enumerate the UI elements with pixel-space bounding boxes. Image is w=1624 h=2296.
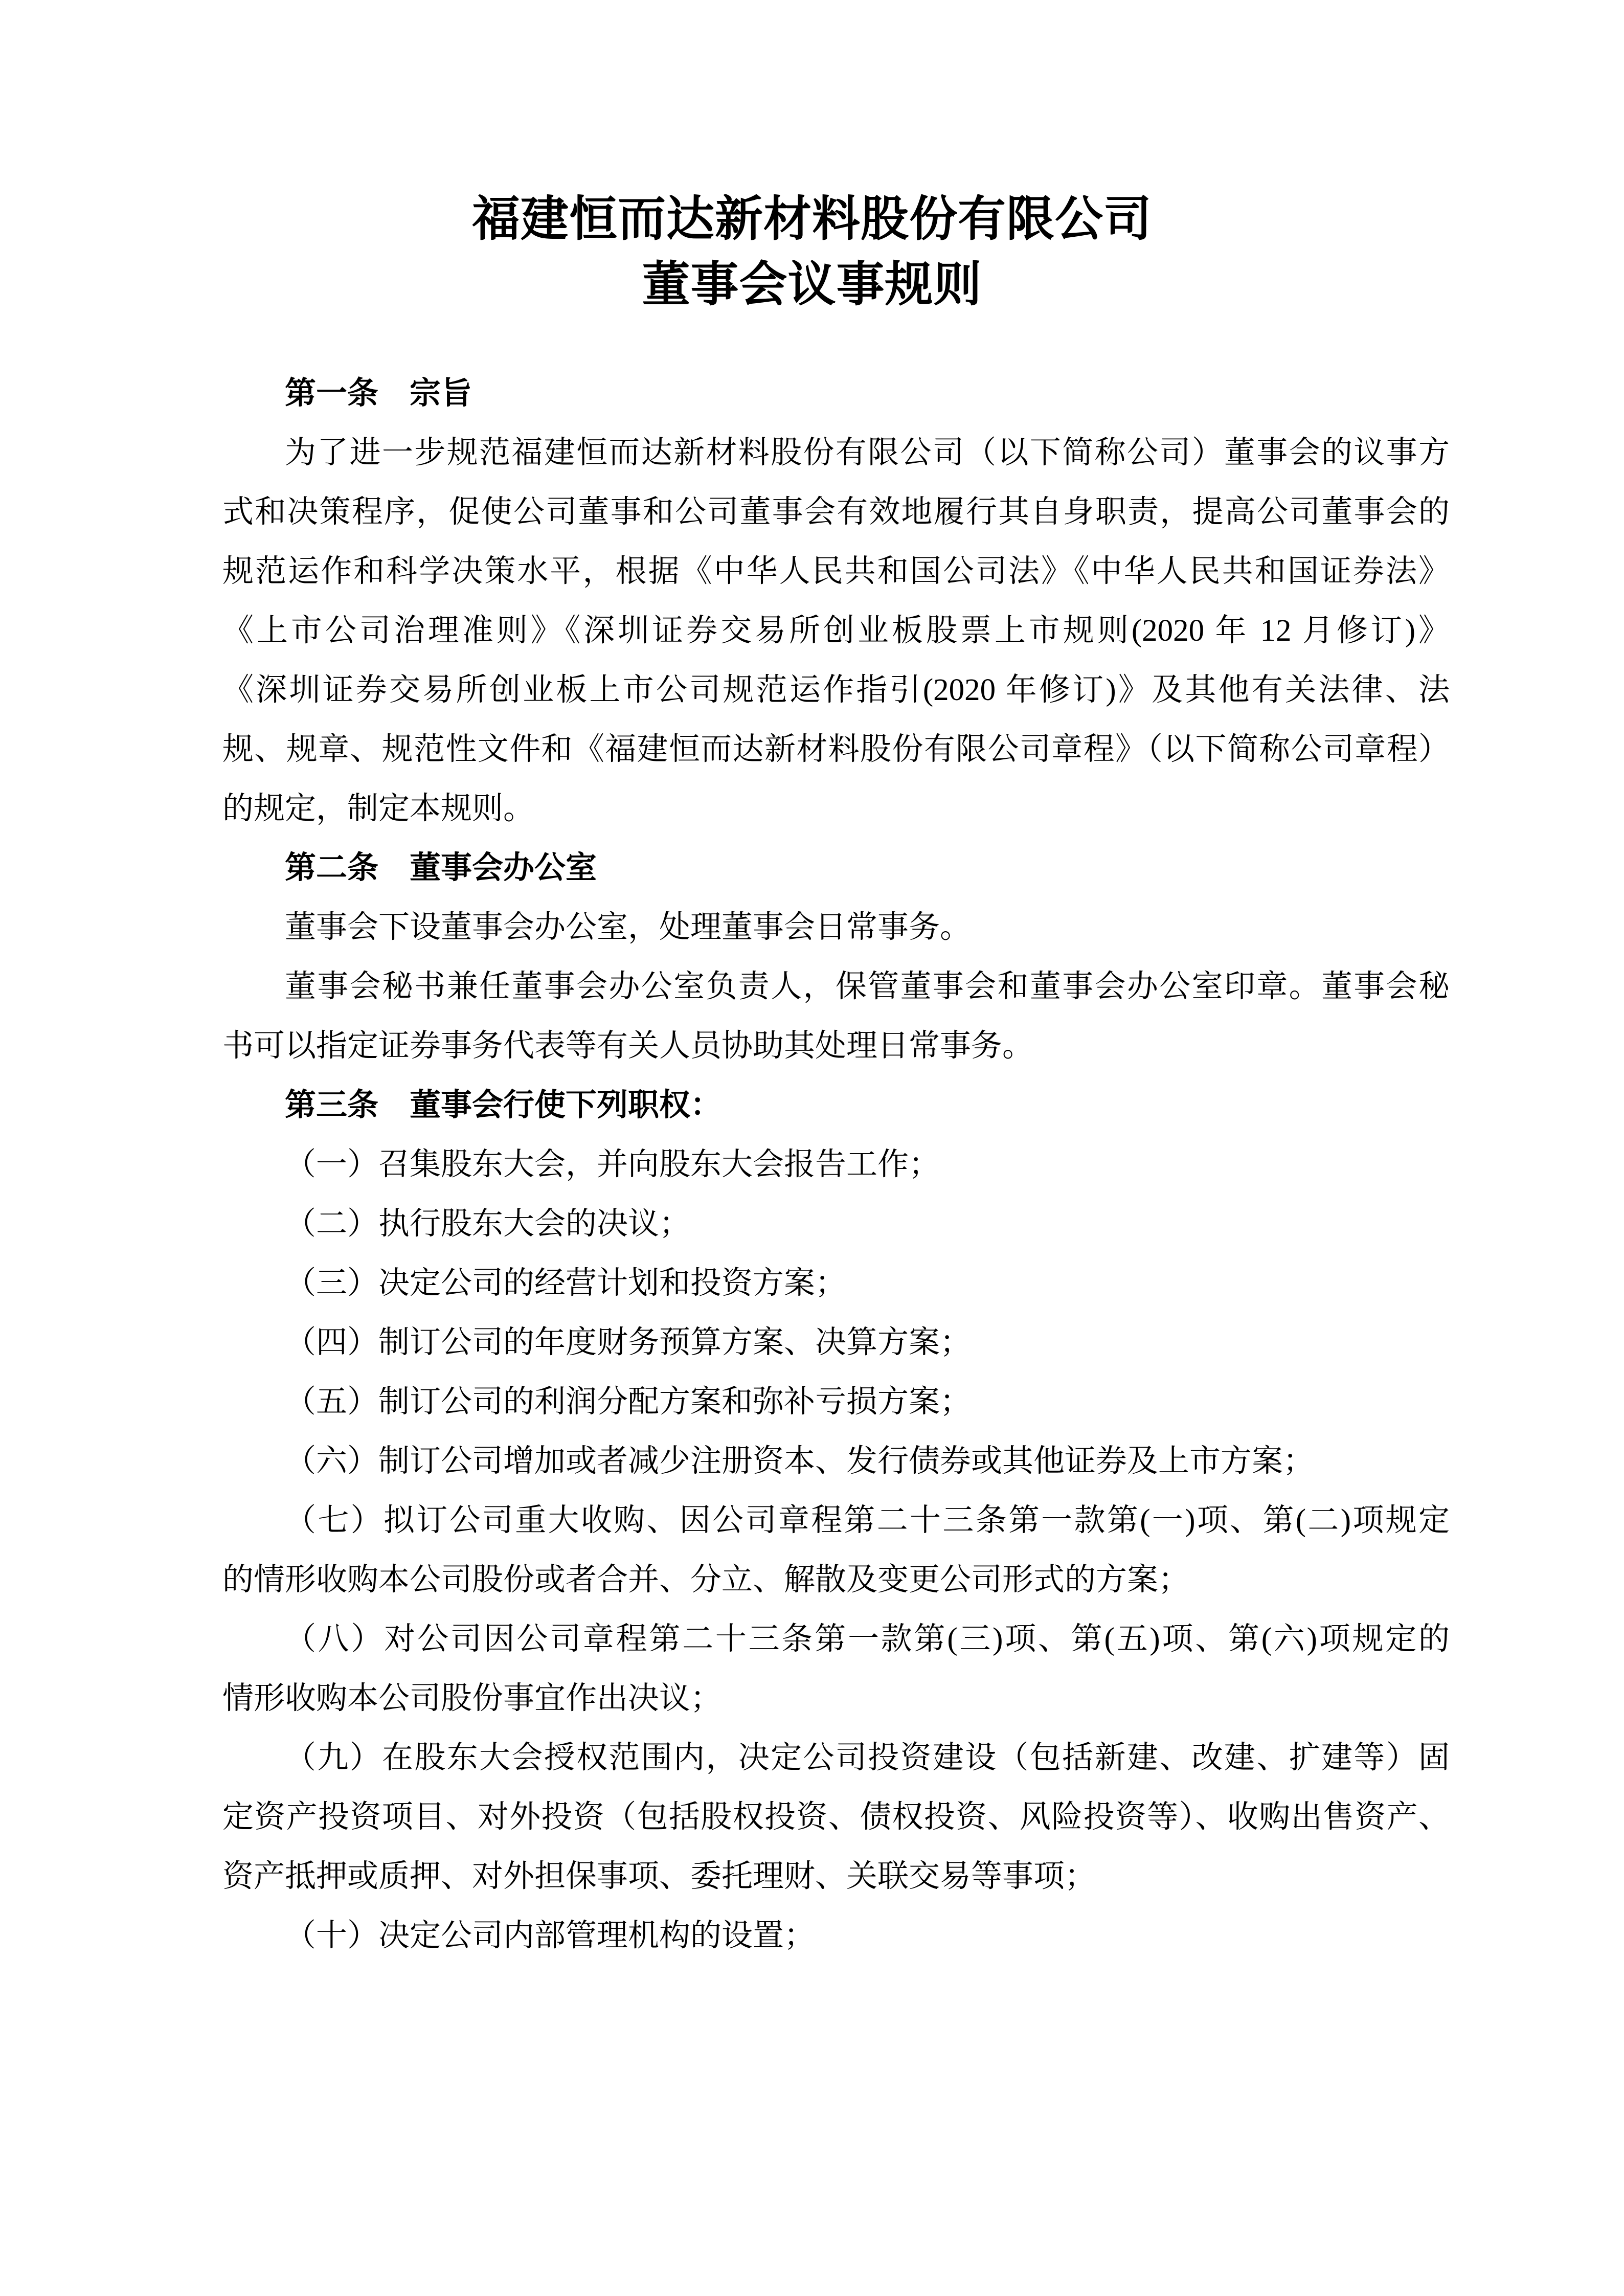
text-line: （七）拟订公司重大收购、因公司章程第二十三条第一款第(一)项、第(二)项规定 <box>285 1503 1450 1538</box>
text-line: （二）执行股东大会的决议； <box>285 1207 691 1241</box>
text-line: 第一条 宗旨 <box>285 376 472 411</box>
text-line: 为了进一步规范福建恒而达新材料股份有限公司（以下简称公司）董事会的议事方 <box>285 436 1450 470</box>
title-line-rules: 董事会议事规则 <box>642 258 982 311</box>
text-line: 第三条 董事会行使下列职权： <box>285 1088 722 1122</box>
text-line: 资产抵押或质押、对外担保事项、委托理财、关联交易等事项； <box>222 1859 1096 1894</box>
text-line: 情形收购本公司股份事宜作出决议； <box>222 1681 722 1716</box>
text-line: 式和决策程序，促使公司董事和公司董事会有效地履行其自身职责，提高公司董事会的 <box>222 495 1450 529</box>
text-line: （三）决定公司的经营计划和投资方案； <box>285 1266 847 1300</box>
text-line: （一）召集股东大会，并向股东大会报告工作； <box>285 1147 940 1182</box>
text-line: 第二条 董事会办公室 <box>285 851 597 885</box>
text-line: 《上市公司治理准则》《深圳证券交易所创业板股票上市规则(2020 年 12 月修订)》 <box>222 614 1450 648</box>
document-body <box>222 364 1450 1966</box>
text-line: 书可以指定证券事务代表等有关人员协助其处理日常事务。 <box>222 1029 1034 1063</box>
text-line: 定资产投资项目、对外投资（包括股权投资、债权投资、风险投资等）、收购出售资产、 <box>222 1800 1450 1834</box>
text-line: （十）决定公司内部管理机构的设置； <box>285 1919 816 1953</box>
text-line: 规范运作和科学决策水平，根据《中华人民共和国公司法》《中华人民共和国证券法》 <box>222 554 1450 589</box>
text-line: 《深圳证券交易所创业板上市公司规范运作指引(2020 年修订)》及其他有关法律、法 <box>222 673 1450 707</box>
text-line: （六）制订公司增加或者减少注册资本、发行债券或其他证券及上市方案； <box>285 1444 1315 1478</box>
document-title <box>0 187 1624 318</box>
text-line: 的规定，制定本规则。 <box>222 792 535 826</box>
title-line-company: 福建恒而达新材料股份有限公司 <box>471 193 1152 246</box>
text-line: 董事会秘书兼任董事会办公室负责人，保管董事会和董事会办公室印章。董事会秘 <box>285 970 1450 1004</box>
text-line: （五）制订公司的利润分配方案和弥补亏损方案； <box>285 1385 972 1419</box>
text-line: （四）制订公司的年度财务预算方案、决算方案； <box>285 1325 972 1360</box>
text-line: 董事会下设董事会办公室，处理董事会日常事务。 <box>285 910 972 944</box>
text-line: 规、规章、规范性文件和《福建恒而达新材料股份有限公司章程》（以下简称公司章程） <box>222 732 1450 767</box>
text-line: （九）在股东大会授权范围内，决定公司投资建设（包括新建、改建、扩建等）固 <box>285 1741 1450 1775</box>
text-line: （八）对公司因公司章程第二十三条第一款第(三)项、第(五)项、第(六)项规定的 <box>285 1622 1450 1656</box>
text-line: 的情形收购本公司股份或者合并、分立、解散及变更公司形式的方案； <box>222 1563 1190 1597</box>
